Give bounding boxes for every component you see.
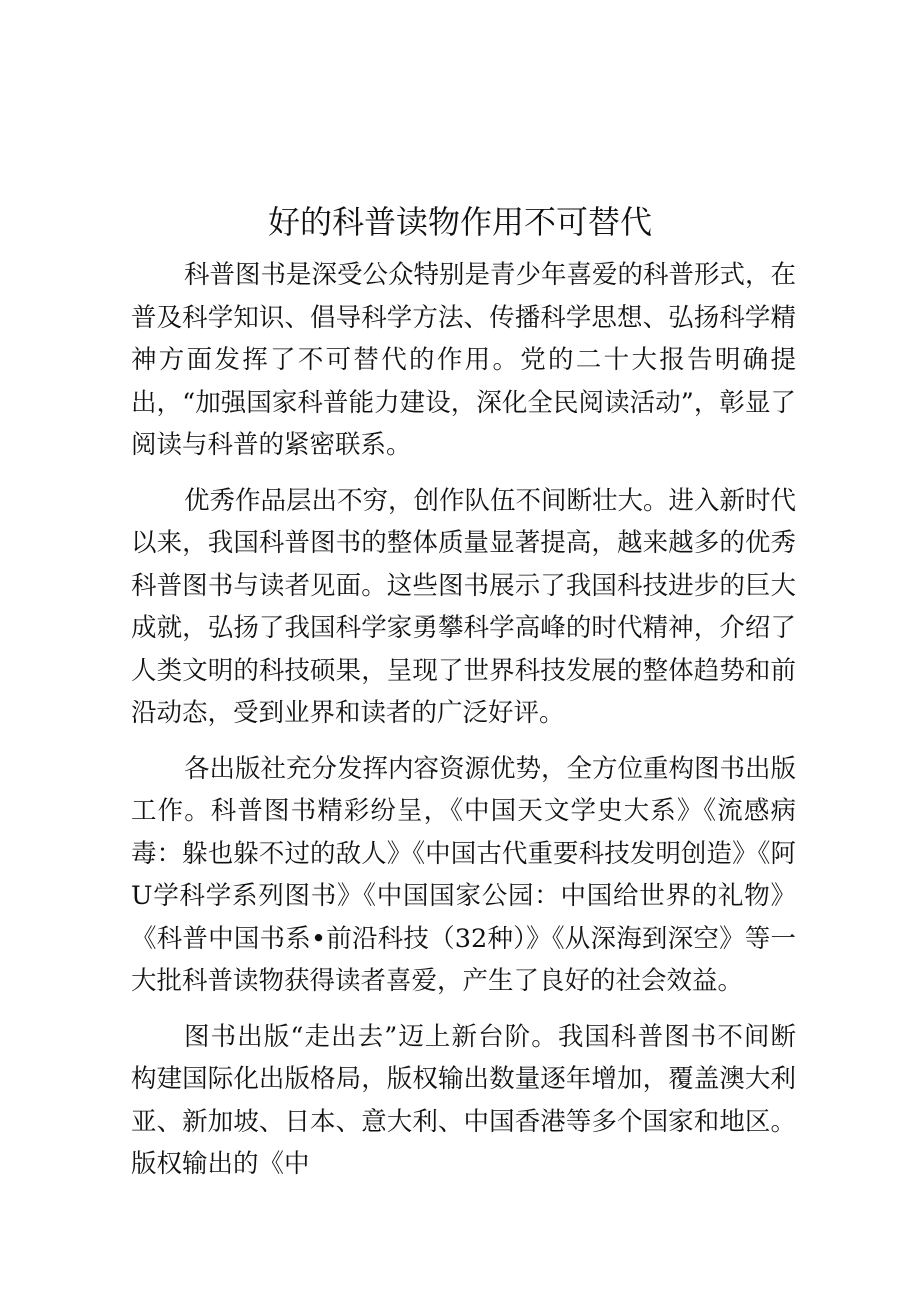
paragraph-3: 各出版社充分发挥内容资源优势，全方位重构图书出版工作。科普图书精彩纷呈，《中国天文学史大系》《流感病毒：躲也躲不过的敌人》《中国古代重要科技发明创造》《阿U学科学系列图书》《中国国家公园：中国给世界的礼物》《科普中国书系•前沿科技（32种）》《从深海到深空》等一大批科普读物获得读者喜爱，产生了良好的社会效益。 [131,753,797,996]
paragraph-2: 优秀作品层出不穷，创作队伍不间断壮大。进入新时代以来，我国科普图书的整体质量显著提高，越来越多的优秀科普图书与读者见面。这些图书展示了我国科技进步的巨大成就，弘扬了我国科学家勇攀科学高峰的时代精神，介绍了人类文明的科技硕果，呈现了世界科技发展的整体趋势和前沿动态，受到业界和读者的广泛好评。 [131,485,797,728]
paragraph-4: 图书出版“走出去”迈上新台阶。我国科普图书不间断构建国际化出版格局，版权输出数量逐年增加，覆盖澳大利亚、新加坡、日本、意大利、中国香港等多个国家和地区。版权输出的《中 [131,1021,796,1179]
article-title: 好的科普读物作用不可替代 [267,203,652,241]
paragraph-1: 科普图书是深受公众特别是青少年喜爱的科普形式，在普及科学知识、倡导科学方法、传播科学思想、弘扬科学精神方面发挥了不可替代的作用。党的二十大报告明确提出，“加强国家科普能力建设，深化全民阅读活动”，彰显了阅读与科普的紧密联系。 [131,260,797,460]
article-body [131,254,796,1199]
